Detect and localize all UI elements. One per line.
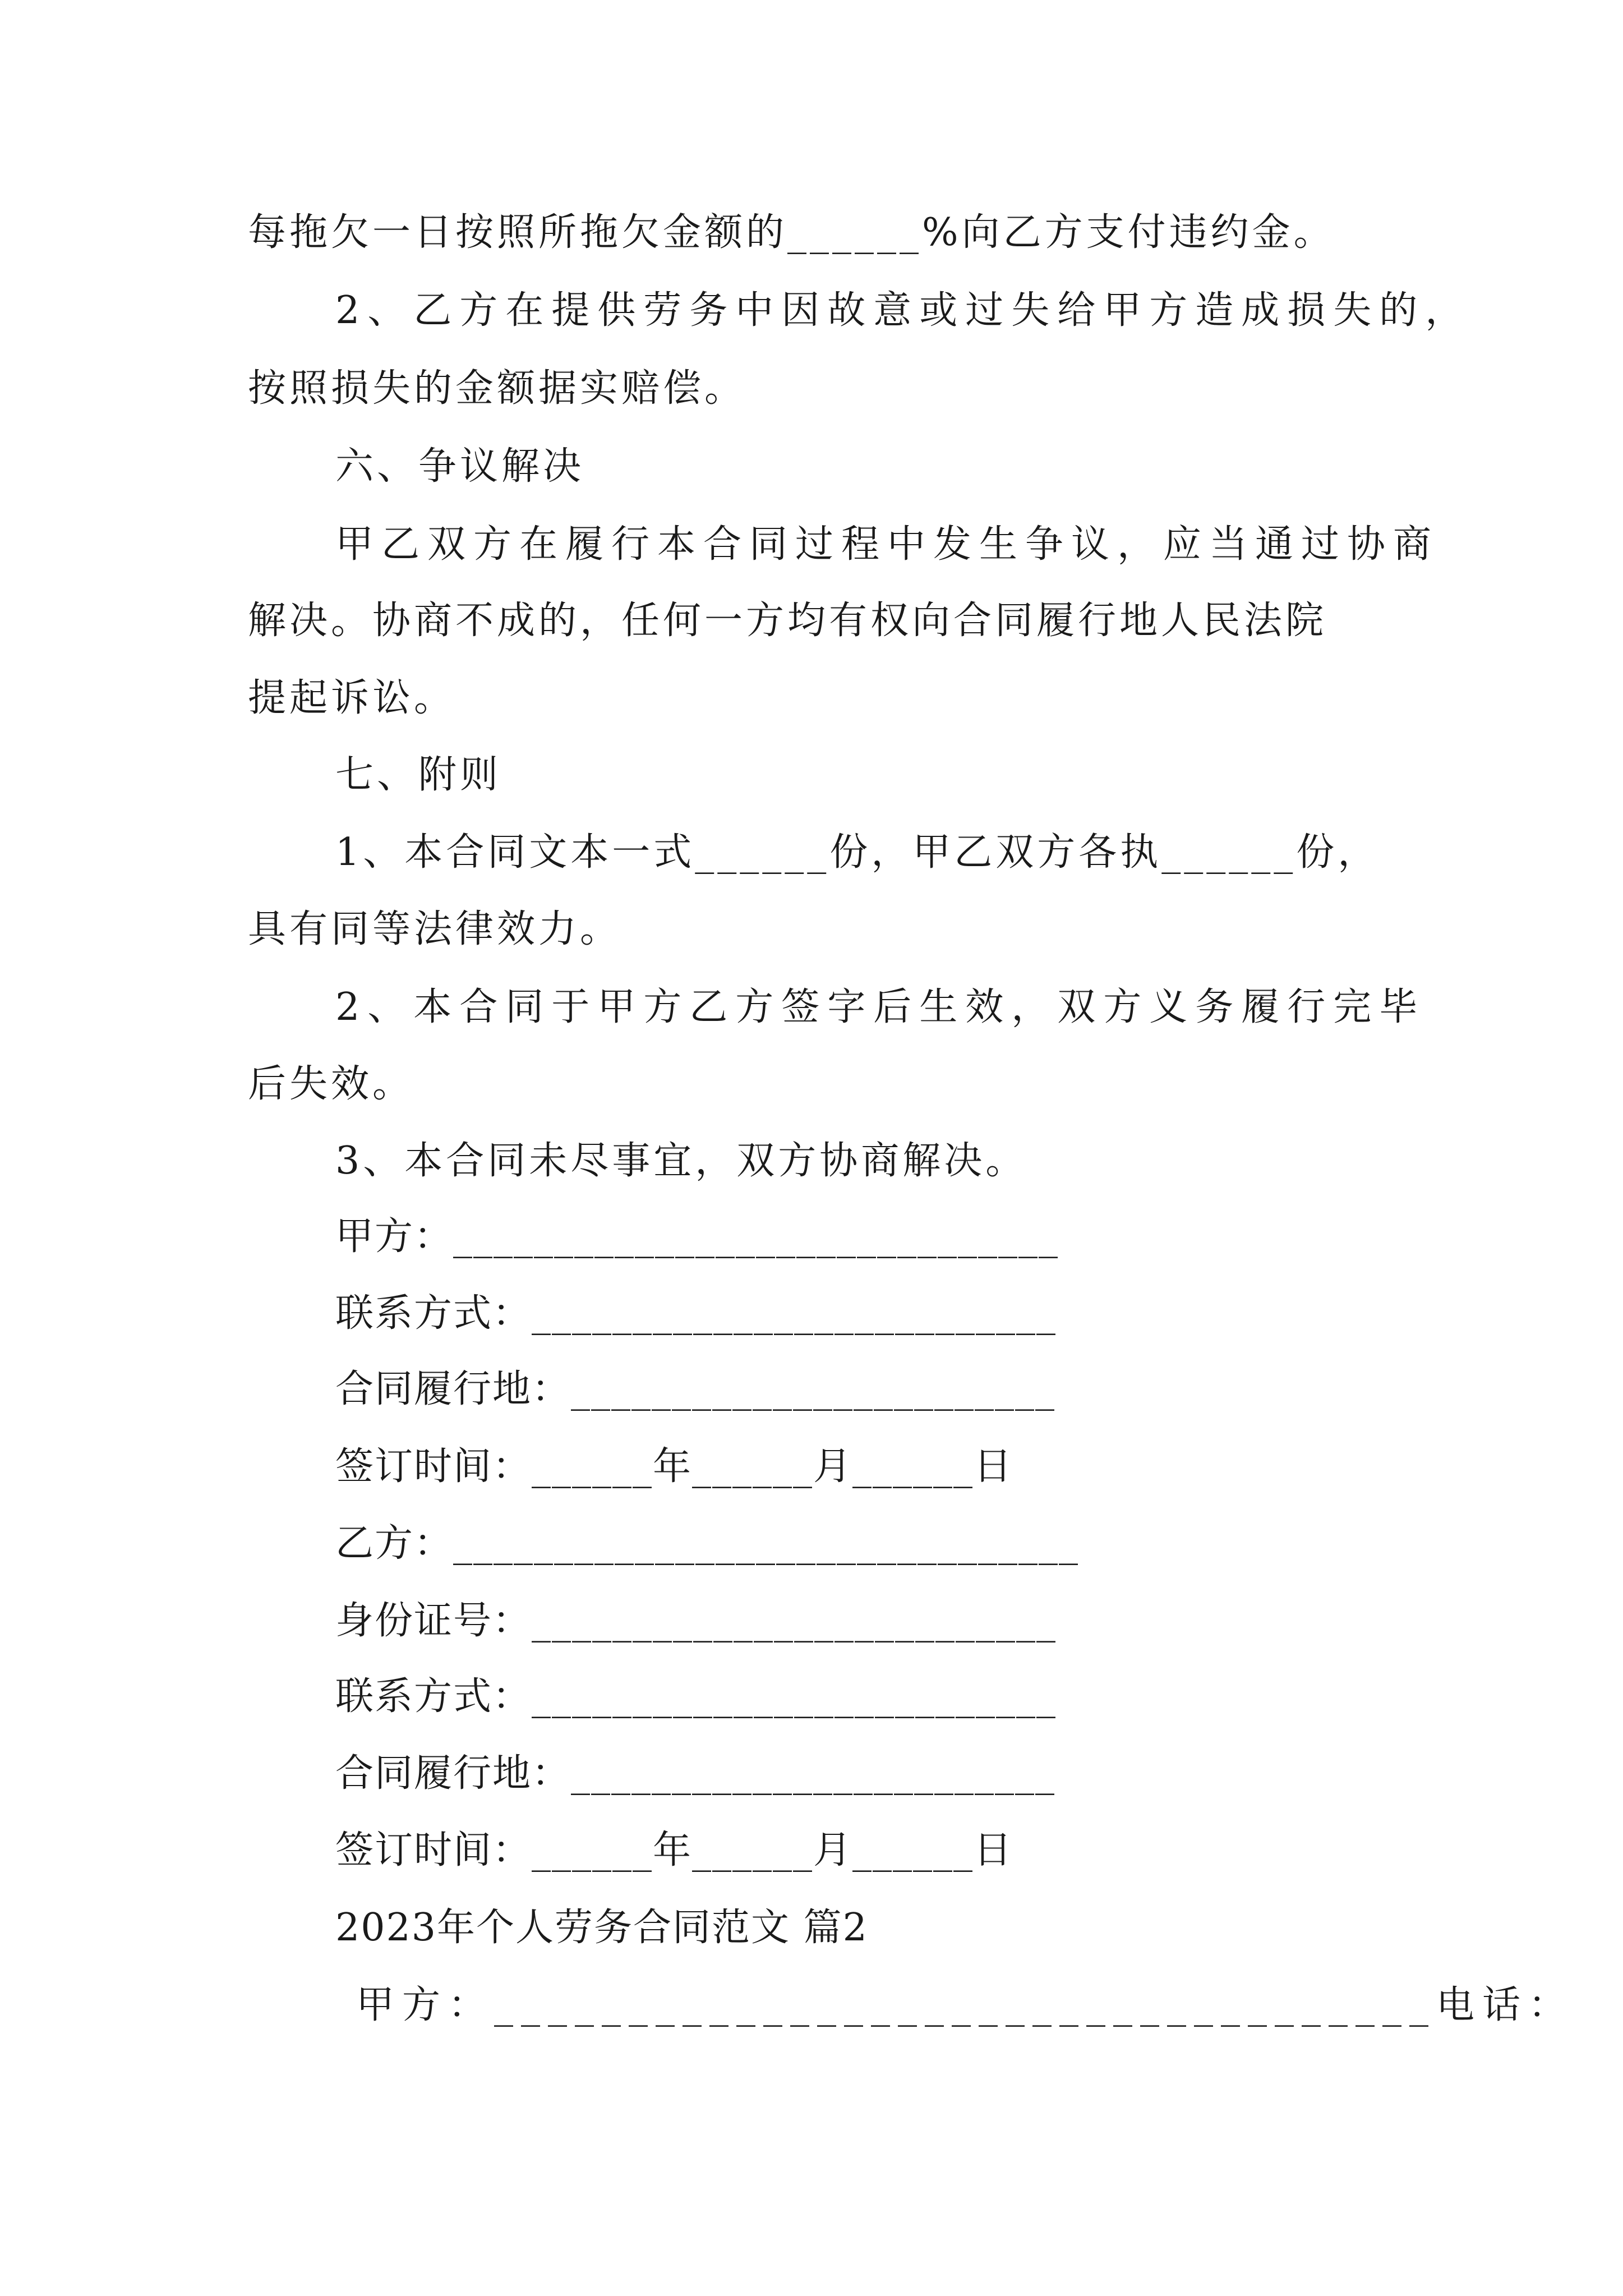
section-title-part-2: 2023年个人劳务合同范文 篇2 bbox=[335, 1906, 868, 1950]
party-a-phone-field: 甲方：___________________________________电话： bbox=[356, 1983, 1575, 2027]
clause-1-copies: 1、本合同文本一式______份，甲乙双方各执______份， bbox=[335, 830, 1380, 875]
party-a-contact-field: 联系方式：__________________________ bbox=[335, 1291, 1057, 1336]
party-b-contact-field: 联系方式：__________________________ bbox=[335, 1674, 1057, 1719]
clause-2-effective: 2、本合同于甲方乙方签字后生效，双方义务履行完毕 bbox=[335, 985, 1426, 1029]
section-7-heading: 七、附则 bbox=[335, 753, 502, 797]
party-a-location-field: 合同履行地：________________________ bbox=[335, 1367, 1056, 1411]
party-a-sign-date-field: 签订时间：______年______月______日 bbox=[335, 1444, 1013, 1489]
clause-2-damages-cont: 按照损失的金额据实赔偿。 bbox=[248, 366, 746, 411]
penalty-clause-continued: 每拖欠一日按照所拖欠金额的______%向乙方支付违约金。 bbox=[248, 210, 1335, 255]
dispute-paragraph-end: 提起诉讼。 bbox=[248, 676, 456, 720]
party-b-id-field: 身份证号：__________________________ bbox=[335, 1599, 1057, 1643]
dispute-paragraph: 甲乙双方在履行本合同过程中发生争议，应当通过协商 bbox=[335, 522, 1440, 567]
clause-2-damages: 2、乙方在提供劳务中因故意或过失给甲方造成损失的， bbox=[335, 288, 1472, 333]
party-b-sign-date-field: 签订时间：______年______月______日 bbox=[335, 1828, 1013, 1872]
clause-2-effective-cont: 后失效。 bbox=[248, 1062, 414, 1106]
party-b-field: 乙方：_______________________________ bbox=[335, 1521, 1080, 1566]
clause-1-copies-cont: 具有同等法律效力。 bbox=[248, 907, 622, 951]
party-a-field: 甲方：______________________________ bbox=[335, 1214, 1059, 1259]
section-6-heading: 六、争议解决 bbox=[335, 444, 585, 489]
dispute-paragraph-cont: 解决。协商不成的，任何一方均有权向合同履行地人民法院 bbox=[248, 599, 1327, 643]
party-b-location-field: 合同履行地：________________________ bbox=[335, 1751, 1056, 1796]
clause-3-other: 3、本合同未尽事宜，双方协商解决。 bbox=[335, 1139, 1027, 1183]
